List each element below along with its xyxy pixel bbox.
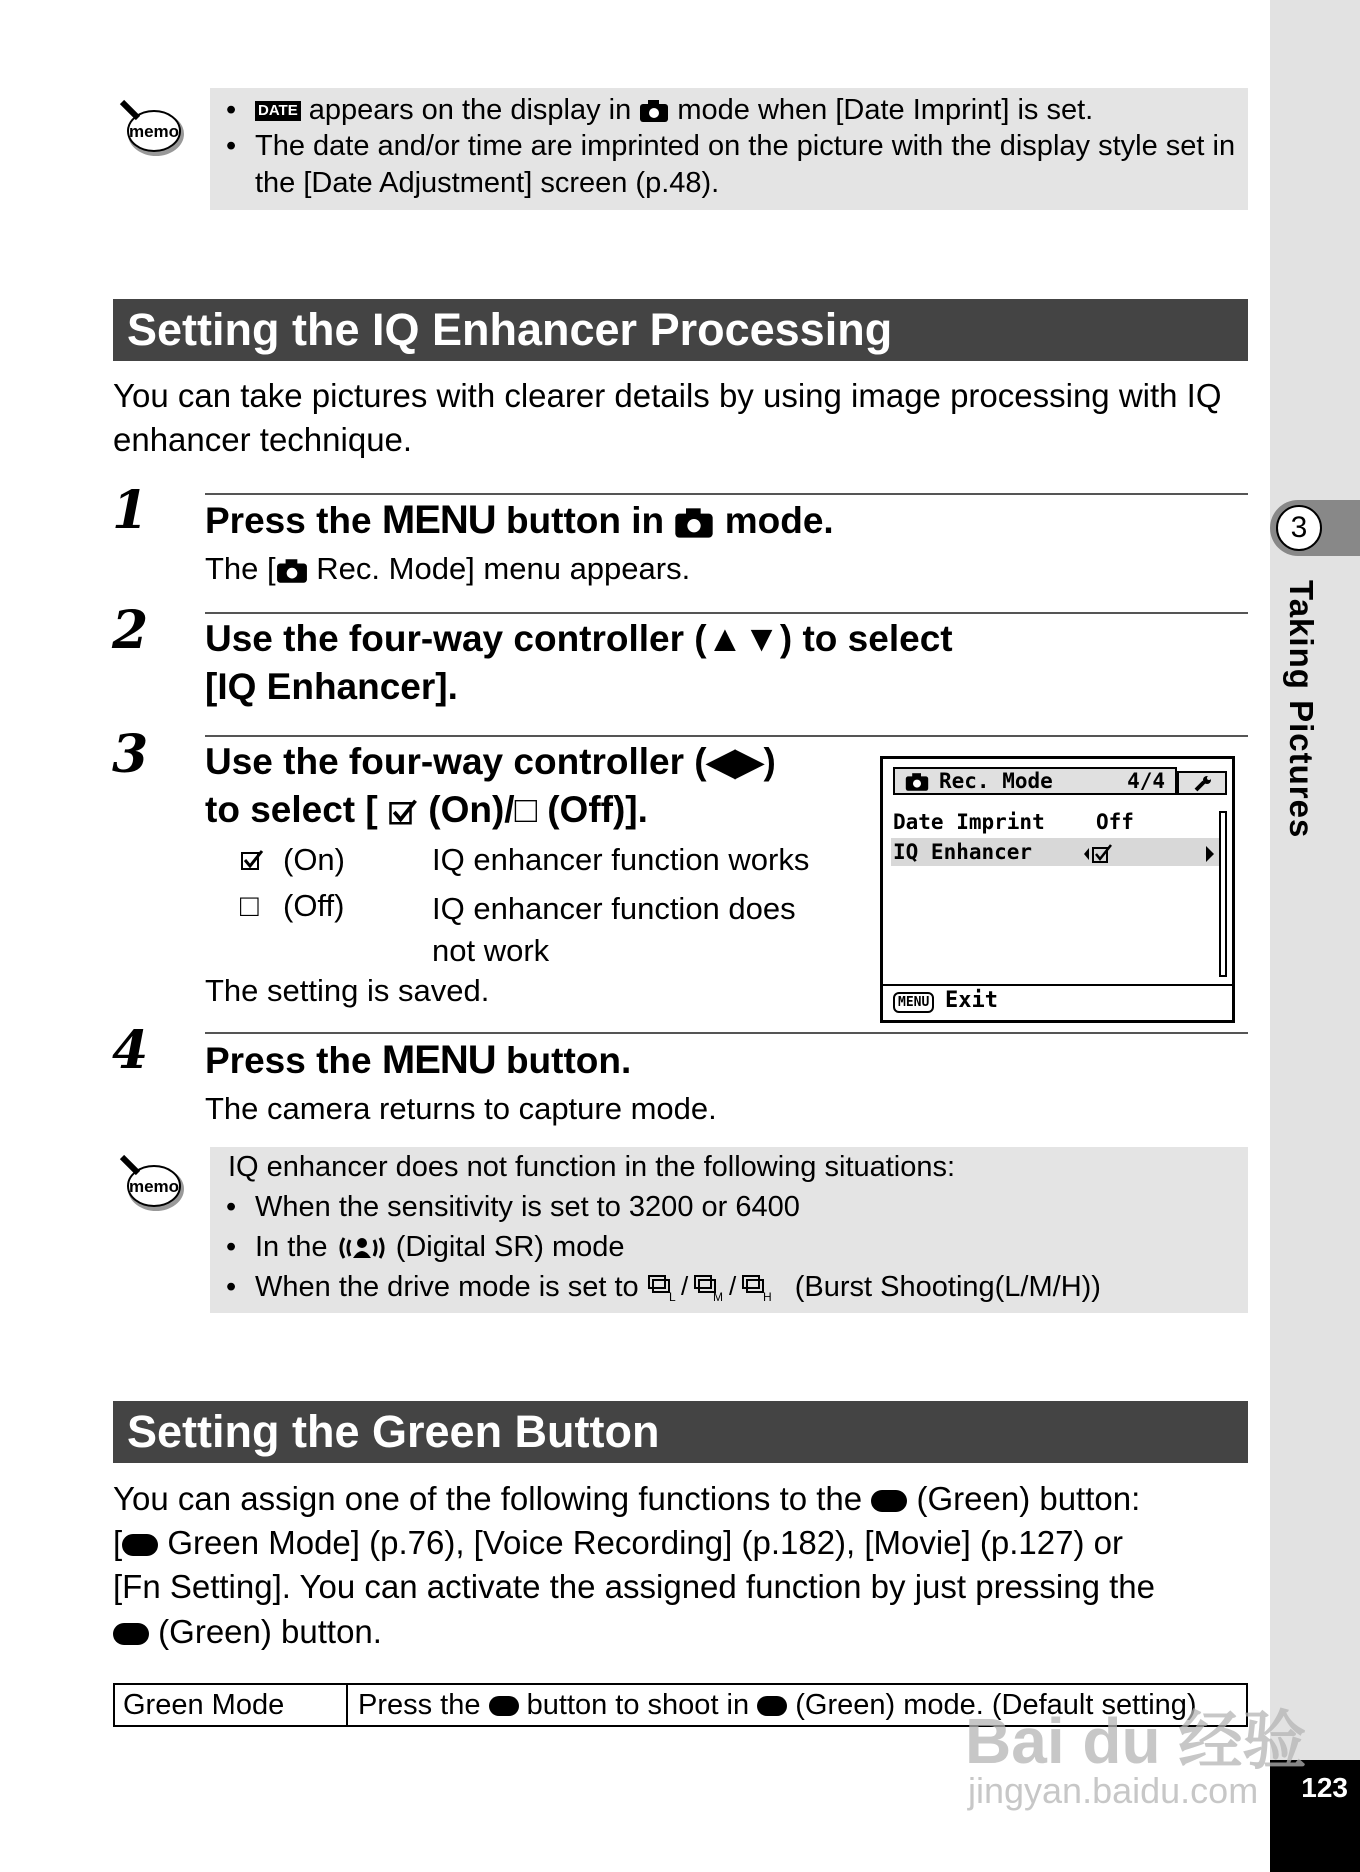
step-text: The setting is saved. xyxy=(205,973,490,1008)
camera-icon xyxy=(276,558,308,584)
green-button-icon xyxy=(757,1696,787,1716)
memo-icon-label: memo xyxy=(128,1177,180,1196)
lcd-checkbox-on-icon xyxy=(1083,843,1117,865)
green-button-icon xyxy=(489,1696,519,1716)
arrow-right-icon xyxy=(1205,845,1215,863)
page-number: 123 xyxy=(1301,1772,1348,1803)
memo-box-1 xyxy=(210,88,1248,210)
section-intro: You can assign one of the following functions to the (Green) button: [ Green Mode] (p.76), [Voice Recording] (p.182), [Movie] (p.127) or [Fn Setting]. You can activate the assigned function by just pressing the (Green) button. xyxy=(113,1480,1155,1650)
list-item: • When the drive mode is set to L / M / H (Burst Shooting(L/M/H)) xyxy=(210,1267,1248,1307)
svg-text:/: / xyxy=(680,1273,688,1302)
memo-icon xyxy=(116,98,186,160)
camera-icon xyxy=(905,772,929,792)
table-cell: Press the button to shoot in (Green) mode. (Default setting) xyxy=(358,1689,1197,1721)
wrench-icon xyxy=(1193,775,1213,793)
list-item: • The date and/or time are imprinted on the picture with the display style set in the [Date Adjustment] screen (p.48). xyxy=(210,128,1248,201)
side-strip xyxy=(1270,0,1360,1872)
step-number: 4 xyxy=(112,1020,149,1081)
digital-sr-icon xyxy=(336,1234,388,1262)
option-on-description: IQ enhancer function works xyxy=(432,842,810,877)
memo-box-2 xyxy=(210,1147,1248,1313)
lcd-page-indicator: 4/4 xyxy=(1127,769,1165,793)
camera-icon xyxy=(674,507,714,539)
step-title: Use the four-way controller (◀▶) to select [ (On)/□ (Off)]. xyxy=(205,741,776,831)
camera-icon xyxy=(639,99,669,123)
memo-icon-label: memo xyxy=(128,122,180,141)
step-number: 2 xyxy=(112,600,149,661)
memo-lead: IQ enhancer does not function in the following situations: xyxy=(228,1151,956,1183)
option-on-label: (On) xyxy=(283,842,345,877)
memo-icon xyxy=(116,1153,186,1215)
lcd-scrollbar xyxy=(1219,811,1227,977)
lcd-row-date-imprint: Date Imprint xyxy=(893,810,1045,834)
menu-keyword: MENU xyxy=(381,1038,496,1082)
green-button-icon xyxy=(871,1490,907,1512)
svg-text:H: H xyxy=(762,1290,772,1304)
step-title: Use the four-way controller (▲▼) to select [IQ Enhancer]. xyxy=(205,618,953,708)
option-off-description: IQ enhancer function does not work xyxy=(432,891,796,968)
lcd-divider xyxy=(883,984,1232,986)
chapter-title: Taking Pictures xyxy=(1283,580,1320,839)
list-item: • When the sensitivity is set to 3200 or 6400 xyxy=(210,1187,1248,1227)
lcd-header-title: Rec. Mode xyxy=(939,769,1053,793)
section-title: Setting the Green Button xyxy=(113,1401,1248,1463)
camera-menu-screen xyxy=(880,756,1235,1023)
date-badge-icon: DATE xyxy=(255,101,301,121)
lcd-row-date-imprint-value: Off xyxy=(1096,810,1134,834)
chapter-number: 3 xyxy=(1276,505,1322,551)
lcd-header xyxy=(893,767,1177,795)
step-title: Press the MENU button in mode. xyxy=(205,498,834,542)
checkbox-on-icon xyxy=(388,798,418,826)
option-off-label: (Off) xyxy=(283,888,345,923)
watermark-url: jingyan.baidu.com xyxy=(968,1770,1259,1811)
step-number: 3 xyxy=(112,724,149,785)
step-number: 1 xyxy=(112,480,149,541)
step-text: The camera returns to capture mode. xyxy=(205,1091,717,1126)
green-button-icon xyxy=(122,1534,158,1556)
lcd-row-iq-enhancer: IQ Enhancer xyxy=(893,840,1033,864)
lcd-setup-tab xyxy=(1177,771,1227,795)
section-intro: You can take pictures with clearer details by using image processing with IQ enhancer technique. xyxy=(113,377,1222,458)
list-item: • DATE appears on the display in mode when [Date Imprint] is set. xyxy=(210,92,1248,128)
step-title: Press the MENU button. xyxy=(205,1038,632,1082)
step-text: The [ Rec. Mode] menu appears. xyxy=(205,551,691,586)
green-button-icon xyxy=(113,1623,149,1645)
checkbox-off-icon: □ xyxy=(240,888,259,923)
menu-keyword: MENU xyxy=(381,498,496,542)
svg-text:M: M xyxy=(712,1290,723,1304)
step-divider xyxy=(205,612,1248,614)
section-title: Setting the IQ Enhancer Processing xyxy=(113,299,1248,361)
lcd-exit-label: Exit xyxy=(945,988,998,1013)
table-cell: Green Mode xyxy=(115,1685,348,1725)
svg-text:L: L xyxy=(668,1290,676,1304)
lcd-menu-badge: MENU xyxy=(893,992,934,1013)
list-item: • In the (Digital SR) mode xyxy=(210,1227,1248,1267)
watermark-logo: Bai du 经验 xyxy=(965,1705,1307,1777)
checkbox-on-icon xyxy=(240,848,264,872)
svg-text:/: / xyxy=(728,1273,736,1302)
step-divider xyxy=(205,735,1248,737)
burst-shooting-icon xyxy=(647,1273,787,1303)
